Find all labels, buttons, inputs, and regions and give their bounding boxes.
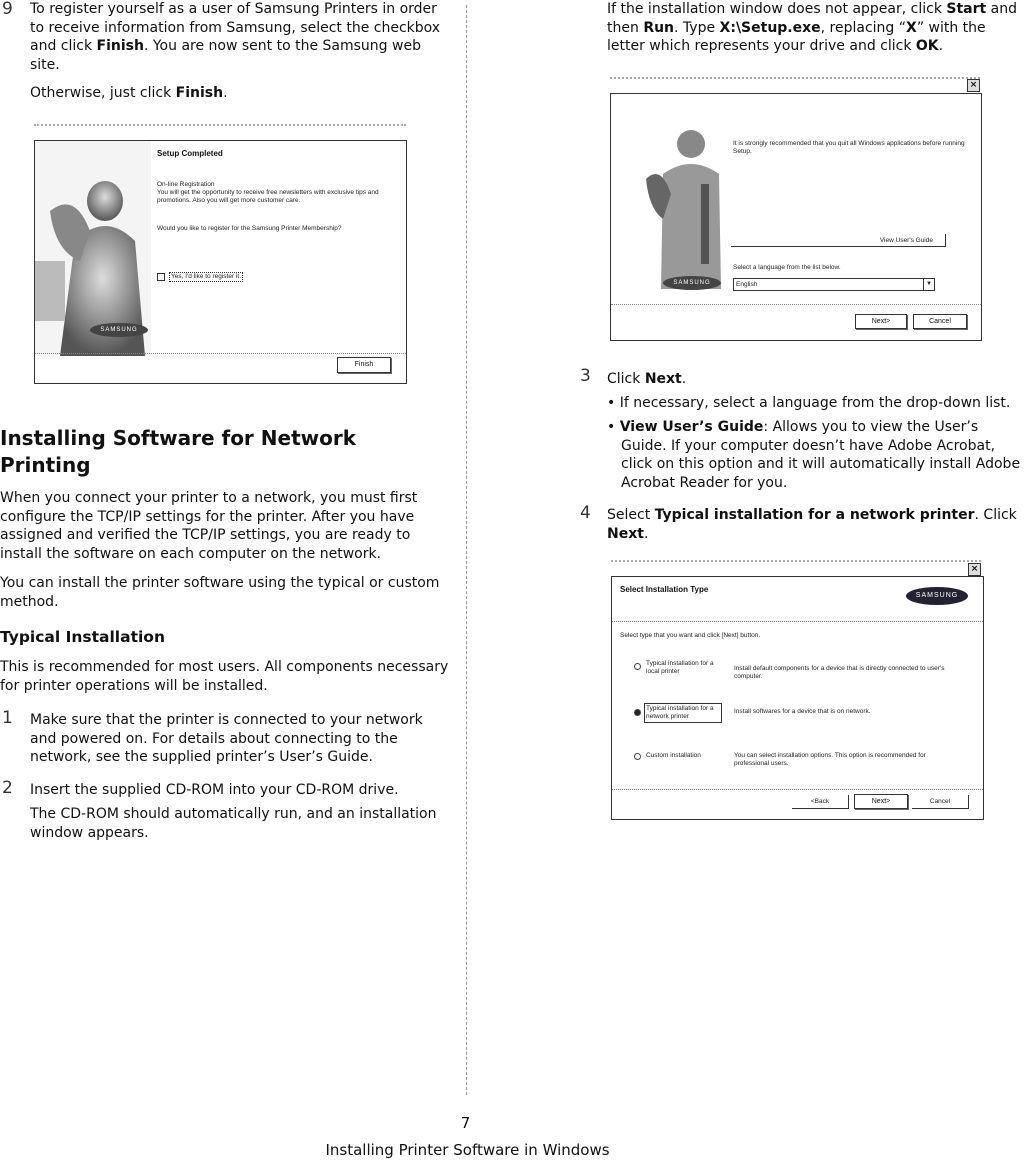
register-checkbox-label[interactable]: Yes, I'd like to register it.: [171, 273, 242, 280]
dialog-divider-3: [612, 789, 983, 790]
register-checkbox[interactable]: [157, 273, 165, 281]
welcome-text: It is strongly recommended that you quit all Windows applications before running Setup.: [733, 140, 965, 155]
option-local-desc: Install default components for a device that is directly connected to user's computer.: [734, 665, 945, 680]
view-users-guide-button[interactable]: View User's Guide: [731, 234, 946, 247]
back-button[interactable]: <Back: [792, 795, 849, 809]
typical-installation-heading: Typical Installation: [0, 628, 165, 646]
dialog-divider-2: [611, 304, 981, 305]
radio-network-printer[interactable]: [634, 709, 641, 716]
language-label: Select a language from the list below.: [733, 264, 841, 271]
setup-completed-title: Setup Completed: [157, 149, 223, 158]
registration-text: You will get the opportunity to receive free newsletters with exclusive tips and promotions. Also you will get more customer care.: [157, 189, 379, 204]
option-custom-desc: You can select installation options. This option is recommended for professional users.: [734, 752, 926, 767]
step-4-text: Select Typical installation for a network printer. Click Next.: [607, 507, 1017, 542]
step-3-number: 3: [580, 366, 591, 386]
install-type-prompt: Select type that you want and click [Next] button.: [620, 632, 761, 639]
next-button[interactable]: Next>: [855, 314, 907, 329]
step-1-number: 1: [2, 708, 13, 728]
option-local-label[interactable]: Typical installation for a local printer: [646, 660, 714, 675]
option-network-label[interactable]: Typical installation for a network printer: [644, 703, 722, 723]
step-9-otherwise: Otherwise, just click Finish.: [30, 85, 228, 101]
page-number: 7: [460, 1114, 471, 1132]
radio-custom[interactable]: [634, 753, 641, 760]
network-printing-heading: Installing Software for Network Printing: [0, 426, 357, 477]
network-intro-2: You can install the printer software using the typical or custom method.: [0, 575, 440, 610]
samsung-logo-2: SAMSUNG: [663, 276, 721, 290]
run-setup-instructions: If the installation window does not appear, click Start and then Run. Type X:\Setup.exe, replacing “X” with the letter which represents your drive and click OK.: [607, 1, 1017, 54]
next-button-2[interactable]: Next>: [854, 794, 908, 809]
samsung-figure-illustration-2: [641, 124, 731, 294]
chevron-down-icon[interactable]: ▼: [923, 279, 934, 290]
language-select-value: English: [736, 281, 758, 288]
network-intro-1: When you connect your printer to a network, you must first configure the TCP/IP settings for the printer. After you have assigned and verified the TCP/IP settings, you are ready to install the software on each computer on the network.: [0, 490, 418, 562]
install-type-title: Select Installation Type: [620, 585, 709, 594]
welcome-screenshot: [610, 93, 982, 341]
samsung-logo: SAMSUNG: [90, 323, 148, 337]
close-icon[interactable]: ×: [967, 79, 980, 92]
radio-local-printer[interactable]: [634, 663, 641, 670]
samsung-logo-3: SAMSUNG: [906, 587, 968, 605]
cancel-button[interactable]: Cancel: [913, 314, 967, 329]
footer-caption: Installing Printer Software in Windows: [325, 1141, 610, 1159]
step-2-text: Insert the supplied CD-ROM into your CD-ROM drive.: [30, 782, 399, 798]
screenshot-top-edge-3: [611, 560, 981, 562]
typical-installation-text: This is recommended for most users. All components necessary for printer operations will be installed.: [0, 659, 449, 694]
option-custom-label[interactable]: Custom installation: [646, 752, 701, 759]
online-registration-title: On-line Registration: [157, 181, 215, 188]
dialog-header-divider: [612, 621, 983, 622]
finish-button[interactable]: Finish: [337, 357, 391, 373]
cancel-button-2[interactable]: Cancel: [912, 795, 969, 809]
screenshot-top-edge: [34, 124, 406, 126]
close-icon-2[interactable]: ×: [968, 563, 981, 576]
step-2-number: 2: [2, 778, 13, 798]
register-question: Would you like to register for the Samsung Printer Membership?: [157, 225, 342, 232]
dialog-divider: [35, 353, 406, 354]
screenshot-top-edge-2: [610, 77, 980, 79]
step-2-text-2: The CD-ROM should automatically run, and an installation window appears.: [30, 806, 437, 841]
step-3-text: Click Next.: [607, 371, 687, 387]
column-divider: [466, 5, 467, 1095]
step-3-bullet-2: • View User’s Guide: Allows you to view the User’s Guide. If your computer doesn’t have Adobe Acrobat, click on this option and it will automatically install Adobe Acrobat Reader for you.: [607, 419, 1021, 491]
step-9-text: To register yourself as a user of Samsung Printers in order to receive information from Samsung, select the checkbox and click Finish. You are now sent to the Samsung web site.: [30, 1, 441, 73]
option-network-desc: Install softwares for a device that is on network.: [734, 708, 871, 715]
setup-completed-screenshot: [34, 140, 407, 384]
step-3-bullet-1: • If necessary, select a language from the drop-down list.: [607, 395, 1011, 411]
step-9-number: 9: [2, 0, 13, 19]
language-select[interactable]: [733, 278, 935, 291]
step-4-number: 4: [580, 503, 591, 523]
install-type-screenshot: [611, 576, 984, 820]
step-1-text: Make sure that the printer is connected to your network and powered on. For details about connecting to the network, see the supplied printer’s User’s Guide.: [30, 712, 423, 765]
